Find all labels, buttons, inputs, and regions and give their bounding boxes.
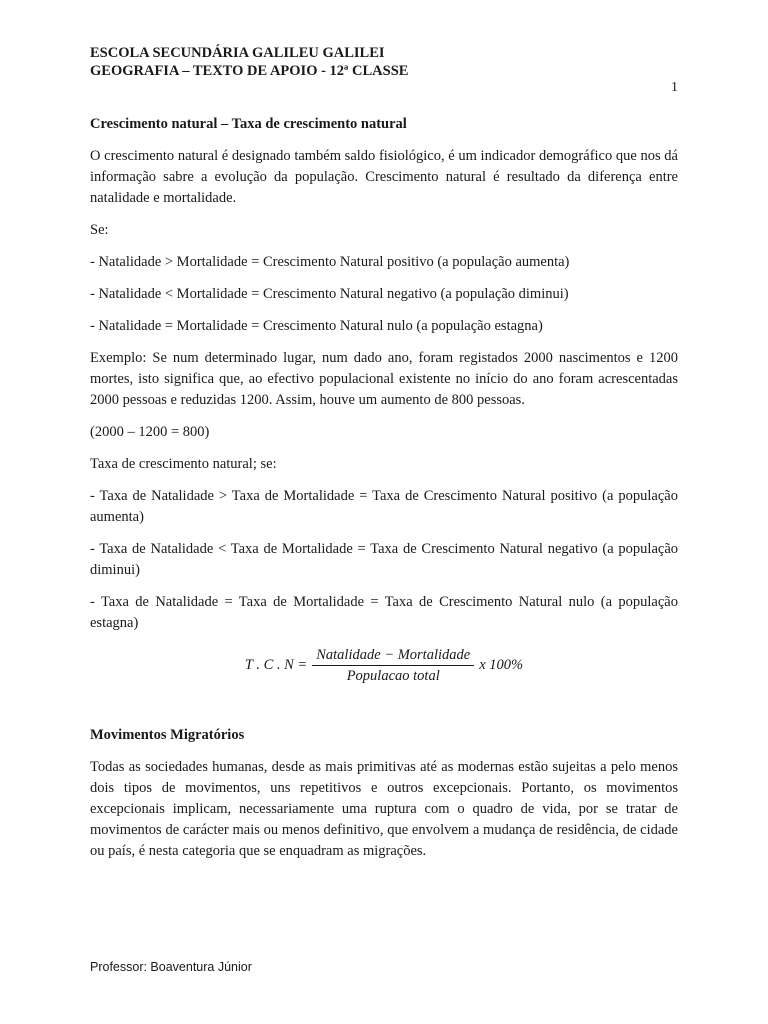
formula-lhs: T . C . N = <box>244 657 308 673</box>
paragraph-rate-intro: Taxa de crescimento natural; se: <box>90 456 277 472</box>
list-item-rate-case: - Taxa de Natalidade < Taxa de Mortalidade = Taxa de Crescimento Natural negativo (a população diminui) <box>90 541 678 578</box>
section-title-migratorios: Movimentos Migratórios <box>90 727 245 743</box>
formula-suffix: x 100% <box>479 657 524 673</box>
list-item-case: - Natalidade = Mortalidade = Crescimento Natural nulo (a população estagna) <box>90 318 543 334</box>
school-name: ESCOLA SECUNDÁRIA GALILEU GALILEI <box>90 45 385 61</box>
subject-line: GEOGRAFIA – TEXTO DE APOIO - 12ª CLASSE <box>90 63 409 79</box>
list-item-case: - Natalidade < Mortalidade = Crescimento Natural negativo (a população diminui) <box>90 286 569 302</box>
formula-denominator: Populacao total <box>346 668 440 684</box>
formula-fraction <box>312 646 474 685</box>
section-title-crescimento: Crescimento natural – Taxa de crescimento natural <box>90 116 407 132</box>
document-header <box>90 44 408 80</box>
paragraph-calc: (2000 – 1200 = 800) <box>90 424 210 440</box>
paragraph-example: Exemplo: Se num determinado lugar, num dado ano, foram registados 2000 nascimentos e 1200 mortes, isto significa que, ao efectivo populacional existente no início do ano foram acrescentadas 2000 pessoas e reduzidas 1200. Assim, houve um aumento de 800 pessoas. <box>90 350 678 408</box>
paragraph-migratorios: Todas as sociedades humanas, desde as mais primitivas até as modernas estão sujeitas a pelo menos dois tipos de movimentos, uns repetitivos e outros excepcionais. Portanto, os movimentos excepcionais implicam, necessariamente uma ruptura com o quadro de vida, por se tratar de movimentos de carácter mais ou menos definitivo, que envolvem a mudança de residência, de cidade ou país, é nesta categoria que se enquadram as migrações. <box>90 759 678 859</box>
document-page <box>90 0 678 1024</box>
document-body <box>90 114 678 873</box>
list-item-case: - Natalidade > Mortalidade = Crescimento Natural positivo (a população aumenta) <box>90 254 570 270</box>
page-number: 1 <box>671 80 678 95</box>
list-item-rate-case: - Taxa de Natalidade > Taxa de Mortalidade = Taxa de Crescimento Natural positivo (a população aumenta) <box>90 488 678 525</box>
list-item-rate-case: - Taxa de Natalidade = Taxa de Mortalidade = Taxa de Crescimento Natural nulo (a população estagna) <box>90 594 678 631</box>
paragraph-se: Se: <box>90 222 109 238</box>
tcn-formula <box>90 646 678 685</box>
formula-numerator: Natalidade − Mortalidade <box>312 646 474 666</box>
paragraph-intro: O crescimento natural é designado também saldo fisiológico, é um indicador demográfico que nos dá informação sabre a evolução da população. Crescimento natural é resultado da diferença entre natalidade e mortalidade. <box>90 148 678 206</box>
footer-professor: Professor: Boaventura Júnior <box>90 960 252 974</box>
